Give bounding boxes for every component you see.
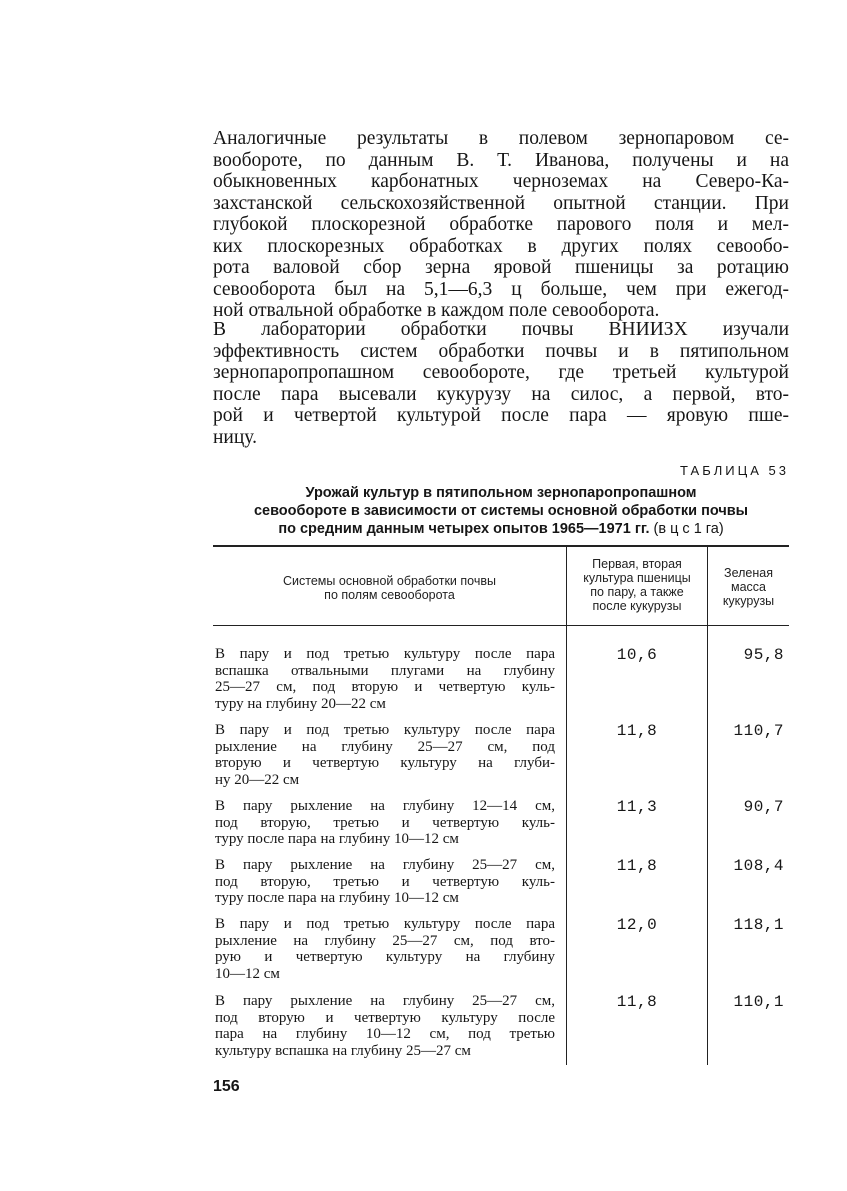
header-line: кукурузы — [722, 594, 775, 608]
desc-line: под вторую и четвертую культуру после — [215, 1009, 555, 1026]
text-line: рота валовой сбор зерна яровой пшеницы за ротацию — [213, 257, 789, 278]
text-line: Аналогичные результаты в полевом зернопаровом се- — [213, 128, 789, 149]
wheat-yield-value: 11,3 — [616, 798, 658, 816]
corn-mass-value: 110,1 — [733, 993, 784, 1011]
desc-line: В пару и под третью культуру после пара — [215, 916, 555, 932]
table-caption — [213, 484, 789, 538]
desc-line: В пару рыхление на глубину 25—27 см, — [215, 857, 555, 873]
text-line: эффективность систем обработки почвы и в пятипольном — [213, 340, 789, 362]
header-line: по полям севооборота — [324, 588, 455, 602]
header-line: после кукурузы — [592, 599, 682, 613]
header-line: Системы основной обработки почвы — [283, 574, 496, 588]
desc-line: В пару и под третью культуру после пара — [215, 646, 555, 662]
header-corn-mass — [708, 566, 789, 608]
desc-line: пара на глубину 10—12 см, под третью — [215, 1026, 555, 1042]
text-line: захстанской сельскохозяйственной опытной станции. При — [213, 192, 789, 214]
corn-mass-value: 95,8 — [743, 646, 784, 664]
desc-line: В пару и под третью культуру после пара — [215, 722, 555, 738]
desc-line: под вторую, третью и четвертую куль- — [215, 814, 555, 831]
desc-line: 25—27 см, под вторую и четвертую куль- — [215, 679, 555, 695]
desc-line: туру после пара на глубину 10—12 см — [215, 890, 459, 906]
paragraph-1 — [213, 128, 789, 322]
caption-line: Урожай культур в пятипольном зернопаропропашном — [305, 485, 697, 501]
row-description — [215, 646, 555, 712]
desc-line: рыхление на глубину 25—27 см, под — [215, 738, 555, 755]
wheat-yield-value: 10,6 — [616, 646, 658, 664]
table-label: ТАБЛИЦА 53 — [680, 463, 789, 478]
header-line: Зеленая — [724, 566, 773, 580]
text-line: ких плоскорезных обработках в других полях севообо- — [213, 235, 789, 257]
desc-line: вспашка отвальными плугами на глубину — [215, 662, 555, 679]
corn-mass-value: 118,1 — [733, 916, 784, 934]
row-description — [215, 798, 555, 848]
desc-line: под вторую, третью и четвертую куль- — [215, 873, 555, 890]
row-description — [215, 993, 555, 1059]
wheat-yield-value: 12,0 — [616, 916, 658, 934]
page-number: 156 — [213, 1078, 240, 1095]
corn-mass-value: 90,7 — [743, 798, 784, 816]
corn-mass-value: 110,7 — [733, 722, 784, 740]
text-line: севооборота был на 5,1—6,3 ц больше, чем при ежегод- — [213, 278, 789, 300]
wheat-yield-value: 11,8 — [616, 993, 658, 1011]
desc-line: В пару рыхление на глубину 12—14 см, — [215, 798, 555, 814]
header-line: масса — [731, 580, 766, 594]
row-description — [215, 722, 555, 788]
caption-line: севообороте в зависимости от системы основной обработки почвы — [253, 503, 749, 519]
row-description — [215, 857, 555, 907]
header-wheat-yield — [567, 557, 707, 613]
yield-table — [213, 545, 789, 1065]
wheat-yield-value: 11,8 — [616, 857, 658, 875]
header-line: по пару, а также — [590, 585, 684, 599]
desc-line: вторую и четвертую культуру на глуби- — [215, 755, 555, 771]
text-line: ной отвальной обработке в каждом поле севооборота. — [213, 300, 660, 321]
row-description — [215, 916, 555, 982]
header-line: Первая, вторая — [592, 557, 682, 571]
desc-line: 10—12 см — [215, 965, 280, 982]
desc-line: ну 20—22 см — [215, 771, 300, 788]
text-line: глубокой плоскорезной обработке парового поля и мел- — [213, 214, 789, 235]
table-header-rule — [213, 625, 789, 626]
desc-line: туру на глубину 20—22 см — [215, 695, 386, 712]
wheat-yield-value: 11,8 — [616, 722, 658, 740]
desc-line: рыхление на глубину 25—27 см, под вто- — [215, 932, 555, 949]
paragraph-2 — [213, 319, 789, 448]
text-line: обыкновенных карбонатных черноземах на Северо-Ка- — [213, 171, 789, 192]
caption-unit: (в ц с 1 га) — [653, 521, 724, 537]
table-top-rule — [213, 545, 789, 547]
desc-line: В пару рыхление на глубину 25—27 см, — [215, 993, 555, 1009]
desc-line: рую и четвертую культуру на глубину — [215, 949, 555, 965]
header-line: культура пшеницы — [583, 571, 691, 585]
text-line: В лаборатории обработки почвы ВНИИЗХ изучали — [213, 319, 789, 340]
caption-line — [213, 520, 789, 538]
corn-mass-value: 108,4 — [733, 857, 784, 875]
caption-text: по средним данным четырех опытов 1965—1971 гг. — [278, 521, 650, 537]
desc-line: туру после пара на глубину 10—12 см — [215, 831, 459, 847]
text-line: рой и четвертой культурой после пара — яровую пше- — [213, 405, 789, 426]
desc-line: культуру вспашка на глубину 25—27 см — [215, 1042, 471, 1059]
text-line: вообороте, по данным В. Т. Иванова, получены и на — [213, 149, 789, 171]
text-line: ницу. — [213, 426, 257, 448]
header-tillage-systems — [213, 574, 566, 602]
text-line: после пара высевали кукурузу на силос, а первой, вто- — [213, 383, 789, 405]
text-line: зернопаропропашном севообороте, где третьей культурой — [213, 362, 789, 383]
